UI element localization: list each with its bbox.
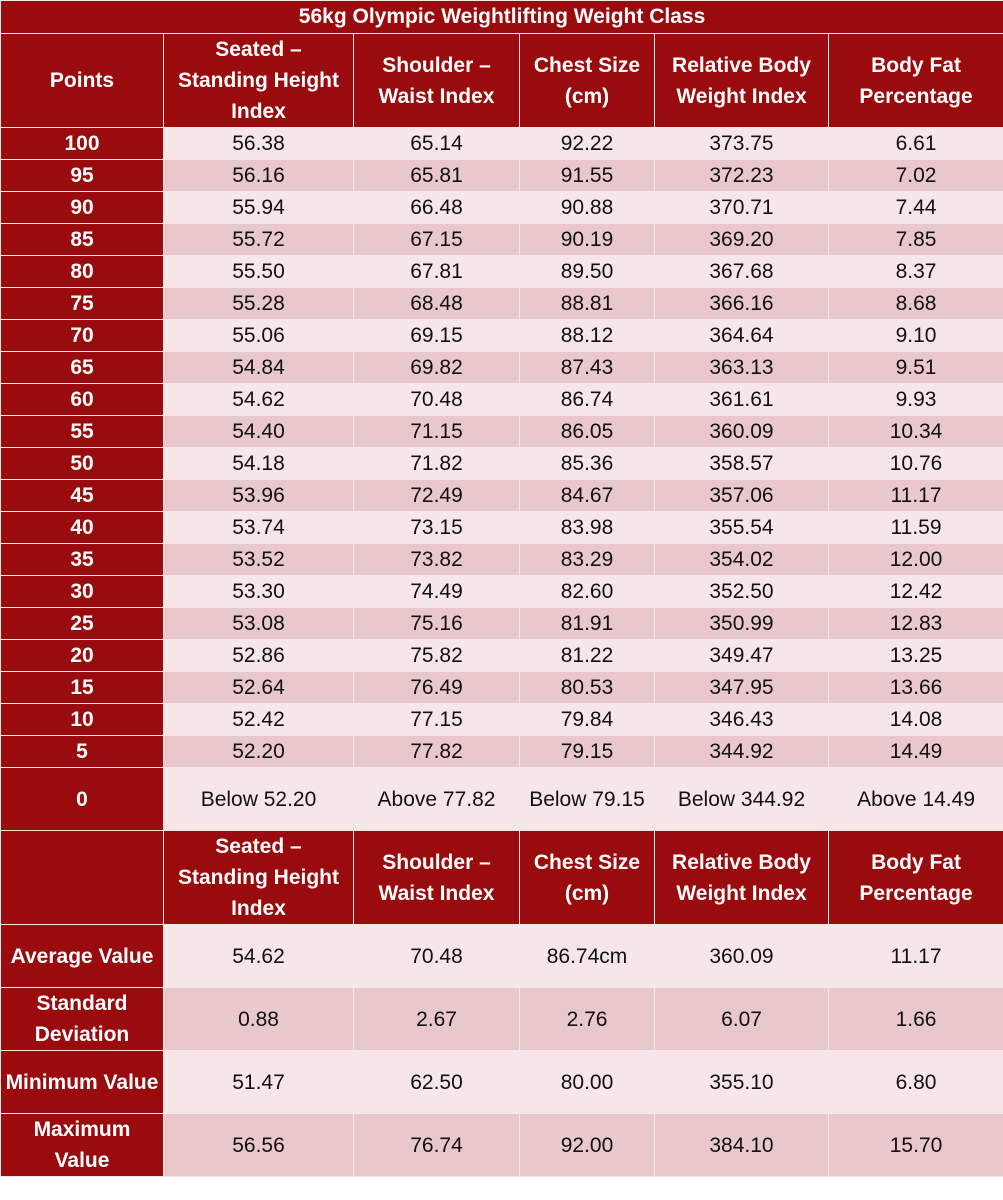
value-cell: 360.09 (655, 416, 829, 448)
value-cell: 86.05 (520, 416, 655, 448)
value-cell: 13.66 (829, 672, 1003, 704)
points-cell: 85 (1, 224, 164, 256)
stats-header-blank (1, 831, 164, 925)
stat-value: 70.48 (354, 925, 520, 988)
value-cell: 55.94 (164, 192, 354, 224)
value-cell: 67.81 (354, 256, 520, 288)
value-cell: 12.00 (829, 544, 1003, 576)
value-cell: 344.92 (655, 736, 829, 768)
table-row (1, 768, 1003, 831)
value-cell: 79.15 (520, 736, 655, 768)
value-cell: 89.50 (520, 256, 655, 288)
value-cell: 354.02 (655, 544, 829, 576)
value-cell: 69.82 (354, 352, 520, 384)
stat-value: 92.00 (520, 1114, 655, 1177)
points-cell: 70 (1, 320, 164, 352)
table-row (1, 224, 1003, 256)
value-cell: 88.12 (520, 320, 655, 352)
value-cell: 54.84 (164, 352, 354, 384)
header-seated-standing: Seated – Standing Height Index (164, 34, 354, 128)
value-cell: 53.96 (164, 480, 354, 512)
value-cell: 56.16 (164, 160, 354, 192)
table-row (1, 672, 1003, 704)
value-cell: 54.40 (164, 416, 354, 448)
stats-row (1, 925, 1003, 988)
stat-value: 15.70 (829, 1114, 1003, 1177)
table-title: 56kg Olympic Weightlifting Weight Class (1, 1, 1003, 34)
value-cell: 11.17 (829, 480, 1003, 512)
points-table-body (1, 128, 1003, 831)
value-cell: 79.84 (520, 704, 655, 736)
value-cell: 73.15 (354, 512, 520, 544)
value-cell: 366.16 (655, 288, 829, 320)
value-cell: 74.49 (354, 576, 520, 608)
table-row (1, 544, 1003, 576)
value-cell: Above 77.82 (354, 768, 520, 831)
value-cell: 347.95 (655, 672, 829, 704)
value-cell: 361.61 (655, 384, 829, 416)
value-cell: Below 52.20 (164, 768, 354, 831)
value-cell: 14.08 (829, 704, 1003, 736)
stat-value: 56.56 (164, 1114, 354, 1177)
table-row (1, 288, 1003, 320)
points-cell: 55 (1, 416, 164, 448)
points-cell: 0 (1, 768, 164, 831)
value-cell: 53.52 (164, 544, 354, 576)
value-cell: 75.16 (354, 608, 520, 640)
points-cell: 15 (1, 672, 164, 704)
value-cell: 68.48 (354, 288, 520, 320)
table-row (1, 320, 1003, 352)
value-cell: 65.81 (354, 160, 520, 192)
value-cell: 52.42 (164, 704, 354, 736)
value-cell: 367.68 (655, 256, 829, 288)
stats-header-chest-size: Chest Size (cm) (520, 831, 655, 925)
value-cell: 77.15 (354, 704, 520, 736)
header-shoulder-waist: Shoulder – Waist Index (354, 34, 520, 128)
value-cell: 55.28 (164, 288, 354, 320)
value-cell: 369.20 (655, 224, 829, 256)
header-chest-size: Chest Size (cm) (520, 34, 655, 128)
table-row (1, 576, 1003, 608)
header-points: Points (1, 34, 164, 128)
points-cell: 75 (1, 288, 164, 320)
stat-label: Maximum Value (1, 1114, 164, 1177)
points-cell: 30 (1, 576, 164, 608)
value-cell: 76.49 (354, 672, 520, 704)
stat-value: 6.07 (655, 988, 829, 1051)
value-cell: 90.88 (520, 192, 655, 224)
value-cell: 54.62 (164, 384, 354, 416)
stat-value: 62.50 (354, 1051, 520, 1114)
value-cell: 71.15 (354, 416, 520, 448)
stat-value: 51.47 (164, 1051, 354, 1114)
stat-value: 80.00 (520, 1051, 655, 1114)
value-cell: 90.19 (520, 224, 655, 256)
value-cell: 372.23 (655, 160, 829, 192)
value-cell: 12.83 (829, 608, 1003, 640)
table-row (1, 448, 1003, 480)
value-cell: 65.14 (354, 128, 520, 160)
table-row (1, 512, 1003, 544)
value-cell: 370.71 (655, 192, 829, 224)
value-cell: 52.64 (164, 672, 354, 704)
table-row (1, 352, 1003, 384)
value-cell: 71.82 (354, 448, 520, 480)
table-row (1, 704, 1003, 736)
table-row (1, 160, 1003, 192)
stat-value: 360.09 (655, 925, 829, 988)
value-cell: 88.81 (520, 288, 655, 320)
stats-row (1, 988, 1003, 1051)
value-cell: 73.82 (354, 544, 520, 576)
points-cell: 65 (1, 352, 164, 384)
value-cell: 55.72 (164, 224, 354, 256)
stat-label: Minimum Value (1, 1051, 164, 1114)
value-cell: 75.82 (354, 640, 520, 672)
points-cell: 20 (1, 640, 164, 672)
points-cell: 45 (1, 480, 164, 512)
table-row (1, 736, 1003, 768)
points-cell: 80 (1, 256, 164, 288)
value-cell: 8.68 (829, 288, 1003, 320)
stats-row (1, 1114, 1003, 1177)
value-cell: 352.50 (655, 576, 829, 608)
value-cell: 7.85 (829, 224, 1003, 256)
stats-header-body-fat: Body Fat Percentage (829, 831, 1003, 925)
value-cell: 85.36 (520, 448, 655, 480)
value-cell: 72.49 (354, 480, 520, 512)
stat-value: 1.66 (829, 988, 1003, 1051)
stats-header-shoulder-waist: Shoulder – Waist Index (354, 831, 520, 925)
value-cell: 53.08 (164, 608, 354, 640)
value-cell: 56.38 (164, 128, 354, 160)
value-cell: 349.47 (655, 640, 829, 672)
stat-value: 86.74cm (520, 925, 655, 988)
table-row (1, 192, 1003, 224)
value-cell: Below 79.15 (520, 768, 655, 831)
value-cell: 12.42 (829, 576, 1003, 608)
value-cell: 55.06 (164, 320, 354, 352)
table-row (1, 480, 1003, 512)
value-cell: 52.86 (164, 640, 354, 672)
points-cell: 25 (1, 608, 164, 640)
value-cell: Below 344.92 (655, 768, 829, 831)
value-cell: 83.29 (520, 544, 655, 576)
value-cell: 6.61 (829, 128, 1003, 160)
points-cell: 90 (1, 192, 164, 224)
stats-header-relative-body-weight: Relative Body Weight Index (655, 831, 829, 925)
value-cell: 14.49 (829, 736, 1003, 768)
value-cell: 11.59 (829, 512, 1003, 544)
stat-value: 2.76 (520, 988, 655, 1051)
value-cell: 350.99 (655, 608, 829, 640)
value-cell: 87.43 (520, 352, 655, 384)
value-cell: 373.75 (655, 128, 829, 160)
header-body-fat: Body Fat Percentage (829, 34, 1003, 128)
value-cell: 10.76 (829, 448, 1003, 480)
stat-value: 11.17 (829, 925, 1003, 988)
value-cell: 9.51 (829, 352, 1003, 384)
stat-value: 54.62 (164, 925, 354, 988)
stats-header-seated-standing: Seated – Standing Height Index (164, 831, 354, 925)
stat-value: 6.80 (829, 1051, 1003, 1114)
value-cell: 81.22 (520, 640, 655, 672)
table-row (1, 608, 1003, 640)
value-cell: 13.25 (829, 640, 1003, 672)
value-cell: 10.34 (829, 416, 1003, 448)
points-cell: 5 (1, 736, 164, 768)
header-relative-body-weight: Relative Body Weight Index (655, 34, 829, 128)
value-cell: 92.22 (520, 128, 655, 160)
value-cell: 355.54 (655, 512, 829, 544)
points-cell: 10 (1, 704, 164, 736)
stat-value: 0.88 (164, 988, 354, 1051)
value-cell: 55.50 (164, 256, 354, 288)
value-cell: 364.64 (655, 320, 829, 352)
value-cell: 91.55 (520, 160, 655, 192)
stat-value: 384.10 (655, 1114, 829, 1177)
value-cell: 7.44 (829, 192, 1003, 224)
value-cell: 86.74 (520, 384, 655, 416)
value-cell: 70.48 (354, 384, 520, 416)
value-cell: 82.60 (520, 576, 655, 608)
value-cell: 52.20 (164, 736, 354, 768)
points-cell: 60 (1, 384, 164, 416)
stat-label: Standard Deviation (1, 988, 164, 1051)
points-cell: 35 (1, 544, 164, 576)
value-cell: 7.02 (829, 160, 1003, 192)
value-cell: 66.48 (354, 192, 520, 224)
stat-value: 355.10 (655, 1051, 829, 1114)
value-cell: 346.43 (655, 704, 829, 736)
table-row (1, 416, 1003, 448)
stats-table-body (1, 925, 1003, 1177)
value-cell: 67.15 (354, 224, 520, 256)
value-cell: 358.57 (655, 448, 829, 480)
table-row (1, 128, 1003, 160)
value-cell: 53.30 (164, 576, 354, 608)
value-cell: 77.82 (354, 736, 520, 768)
value-cell: Above 14.49 (829, 768, 1003, 831)
stat-value: 2.67 (354, 988, 520, 1051)
value-cell: 357.06 (655, 480, 829, 512)
value-cell: 53.74 (164, 512, 354, 544)
table-row (1, 384, 1003, 416)
points-cell: 40 (1, 512, 164, 544)
value-cell: 8.37 (829, 256, 1003, 288)
table-row (1, 640, 1003, 672)
points-cell: 95 (1, 160, 164, 192)
value-cell: 54.18 (164, 448, 354, 480)
value-cell: 9.10 (829, 320, 1003, 352)
value-cell: 9.93 (829, 384, 1003, 416)
stat-value: 76.74 (354, 1114, 520, 1177)
points-cell: 100 (1, 128, 164, 160)
points-cell: 50 (1, 448, 164, 480)
stat-label: Average Value (1, 925, 164, 988)
table-row (1, 256, 1003, 288)
value-cell: 84.67 (520, 480, 655, 512)
value-cell: 80.53 (520, 672, 655, 704)
value-cell: 81.91 (520, 608, 655, 640)
value-cell: 363.13 (655, 352, 829, 384)
stats-row (1, 1051, 1003, 1114)
value-cell: 83.98 (520, 512, 655, 544)
value-cell: 69.15 (354, 320, 520, 352)
